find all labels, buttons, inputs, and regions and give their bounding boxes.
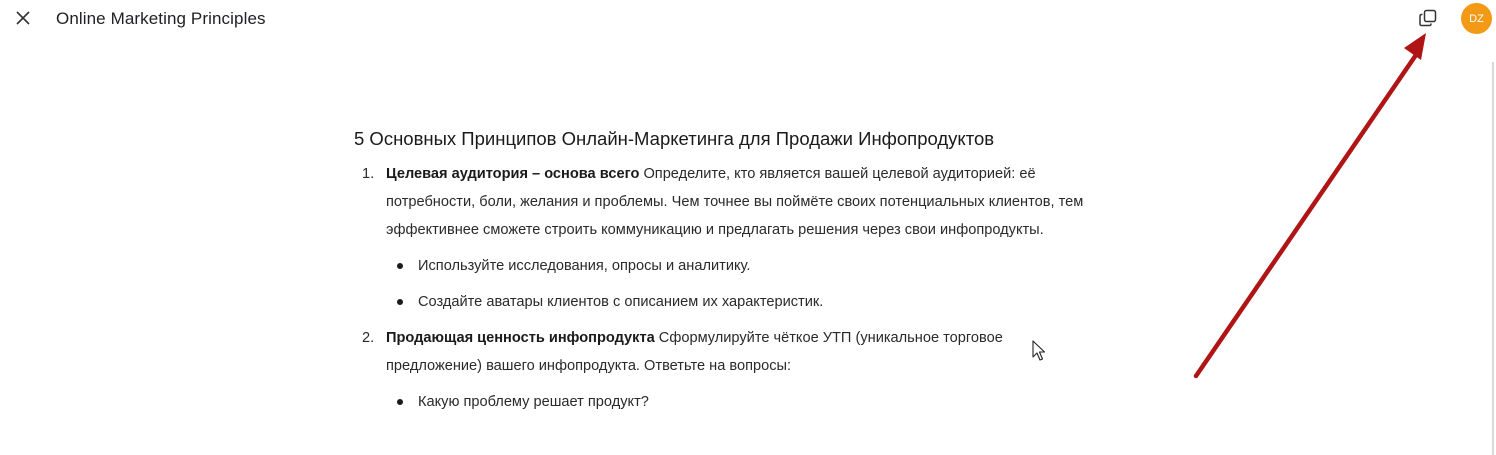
bullet-icon — [397, 399, 403, 405]
list-item — [354, 160, 1134, 244]
list-item-body — [386, 324, 1056, 380]
list-item-title: Целевая аудитория – основа всего — [386, 166, 644, 182]
list-item-title: Продающая ценность инфопродукта — [386, 330, 659, 346]
list-item-body — [386, 160, 1126, 244]
list-item-text: Сформулируйте чёткое УТП (уникальное торговое предложение) вашего инфопродукта. Ответьте на вопросы: — [386, 330, 1003, 374]
mouse-cursor-icon — [1032, 340, 1046, 362]
scrollbar[interactable] — [1492, 62, 1494, 455]
bullet-text: Какую проблему решает продукт? — [418, 394, 649, 410]
document-title: Online Marketing Principles — [56, 9, 266, 28]
list-item — [354, 324, 1134, 380]
avatar[interactable]: DZ — [1461, 3, 1492, 34]
article-heading: 5 Основных Принципов Онлайн-Маркетинга для Продажи Инфопродуктов — [354, 128, 995, 149]
top-bar — [0, 0, 1496, 40]
bullet-list — [354, 388, 1134, 416]
copy-icon — [1418, 8, 1438, 28]
bullet-text: Используйте исследования, опросы и аналитику. — [418, 258, 751, 274]
copy-button[interactable] — [1416, 6, 1440, 30]
list-item-text: Определите, кто является вашей целевой аудиторией: её потребности, боли, желания и проблемы. Чем точнее вы поймёте своих потенциальных клиентов, тем эффективнее сможете строить коммуникацию и предлагать решения через свои инфопродукты. — [386, 166, 1084, 238]
close-icon — [15, 10, 31, 26]
bullet-icon — [397, 299, 403, 305]
list-number: 2. — [362, 330, 375, 346]
bullet-item — [354, 288, 1134, 316]
bullet-text: Создайте аватары клиентов с описанием их характеристик. — [418, 294, 824, 310]
list-number: 1. — [362, 166, 375, 182]
bullet-item — [354, 388, 1134, 416]
article — [354, 126, 1134, 424]
bullet-item — [354, 252, 1134, 280]
bullet-list — [354, 252, 1134, 316]
bullet-icon — [397, 263, 403, 269]
close-button[interactable] — [12, 7, 34, 29]
